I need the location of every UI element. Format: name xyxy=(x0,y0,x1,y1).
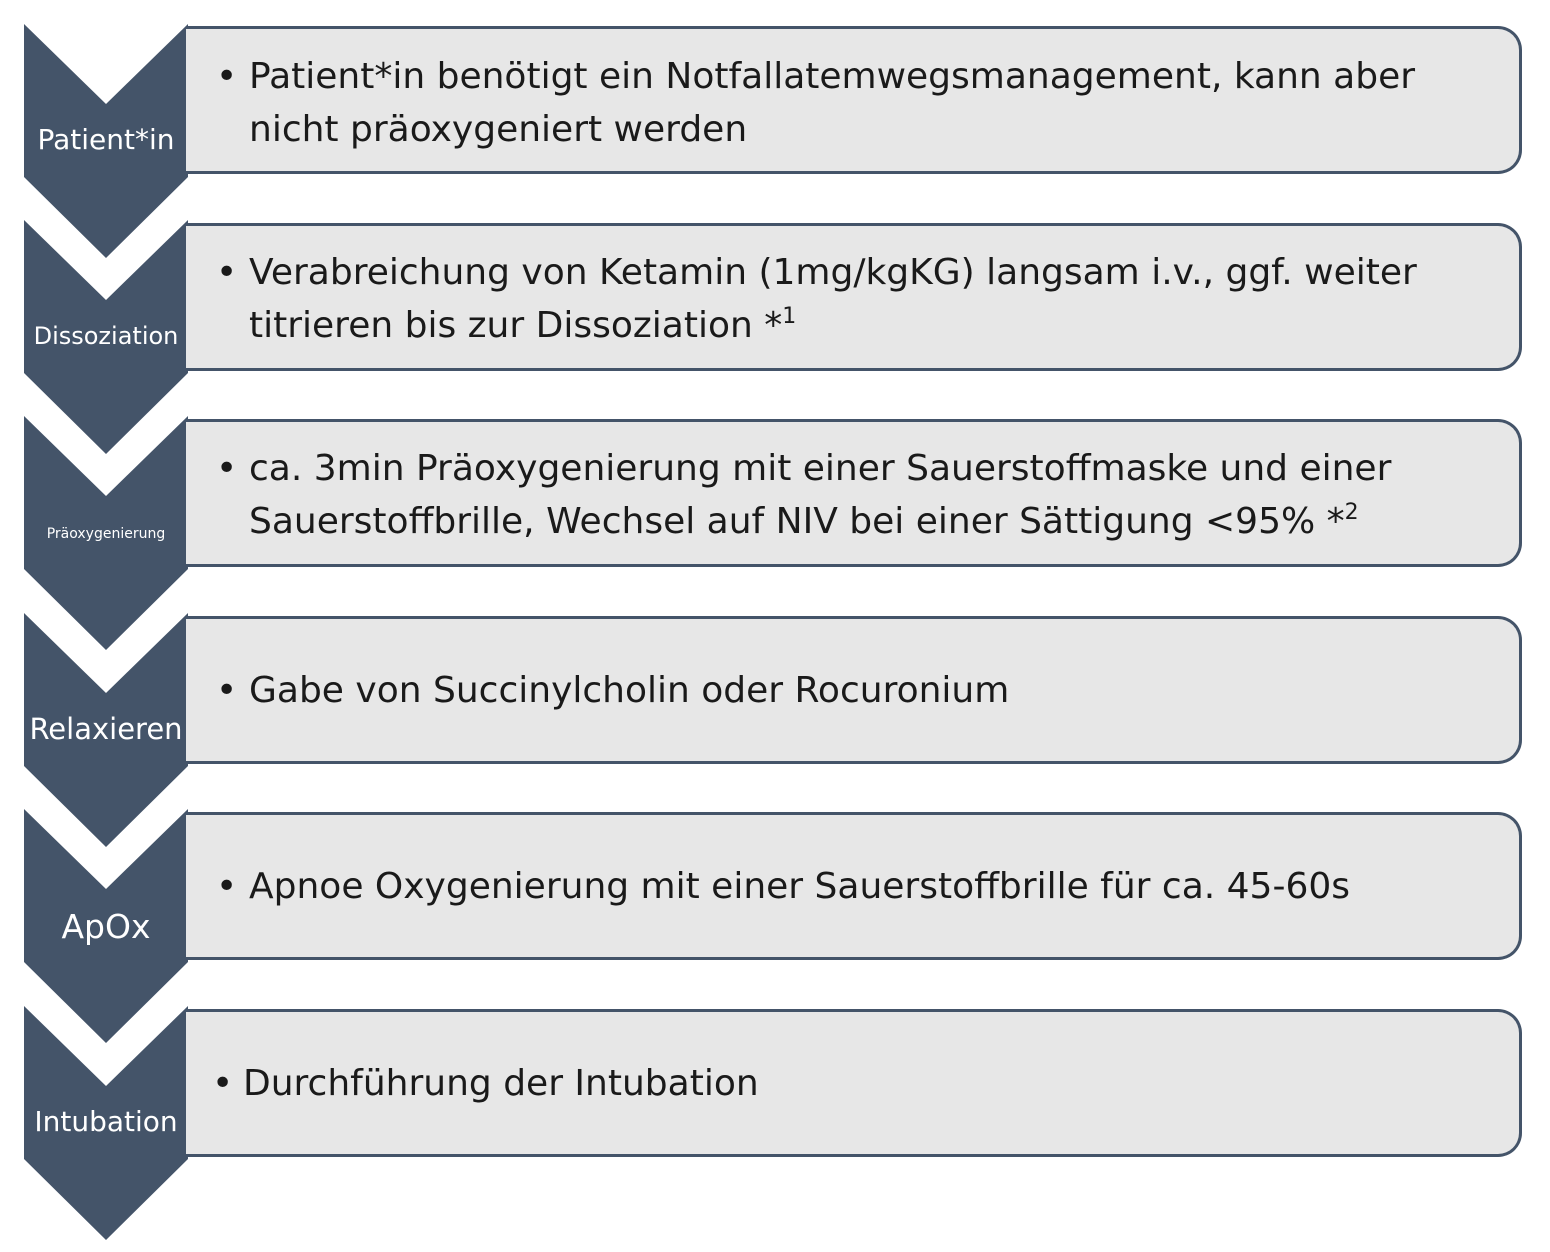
bullet-icon: • xyxy=(212,1063,234,1104)
bullet-icon: • xyxy=(216,56,238,97)
step-text-intubation: Durchführung der Intubation xyxy=(243,1063,759,1104)
step-bullet-relaxieren xyxy=(216,664,1009,717)
bullet-icon: • xyxy=(216,252,238,293)
step-label-patient: Patient*in xyxy=(37,123,175,156)
step-text-dissoziation: Verabreichung von Ketamin (1mg/kgKG) langsam i.v., ggf. weiter titrieren bis zur Dissoziation * xyxy=(249,252,1417,346)
step-label-praeoxygenierung: Präoxygenierung xyxy=(46,526,166,542)
step-label-relaxieren: Relaxieren xyxy=(29,712,183,746)
step-label-apox: ApOx xyxy=(61,907,151,946)
step-text-praeoxygenierung: ca. 3min Präoxygenierung mit einer Sauerstoffmaske und einer Sauerstoffbrille, Wechsel auf NIV bei einer Sättigung <95% * xyxy=(249,448,1392,542)
step-bullet-apox xyxy=(216,860,1350,913)
step-text-apox: Apnoe Oxygenierung mit einer Sauerstoffbrille für ca. 45-60s xyxy=(249,866,1351,907)
bullet-icon: • xyxy=(216,670,238,711)
bullet-icon: • xyxy=(216,866,238,907)
footnote-marker: 2 xyxy=(1344,500,1359,525)
step-text-relaxieren: Gabe von Succinylcholin oder Rocuronium xyxy=(249,670,1010,711)
step-bullet-patient xyxy=(216,50,1415,156)
footnote-marker: 1 xyxy=(782,304,797,329)
step-bullet-dissoziation xyxy=(216,246,1417,352)
step-label-intubation: Intubation xyxy=(34,1105,178,1138)
step-label-dissoziation: Dissoziation xyxy=(33,322,179,350)
step-bullet-intubation xyxy=(212,1057,759,1110)
step-bullet-praeoxygenierung xyxy=(216,442,1391,548)
step-text-patient: Patient*in benötigt ein Notfallatemwegsmanagement, kann aber nicht präoxygeniert werden xyxy=(249,56,1416,150)
bullet-icon: • xyxy=(216,448,238,489)
